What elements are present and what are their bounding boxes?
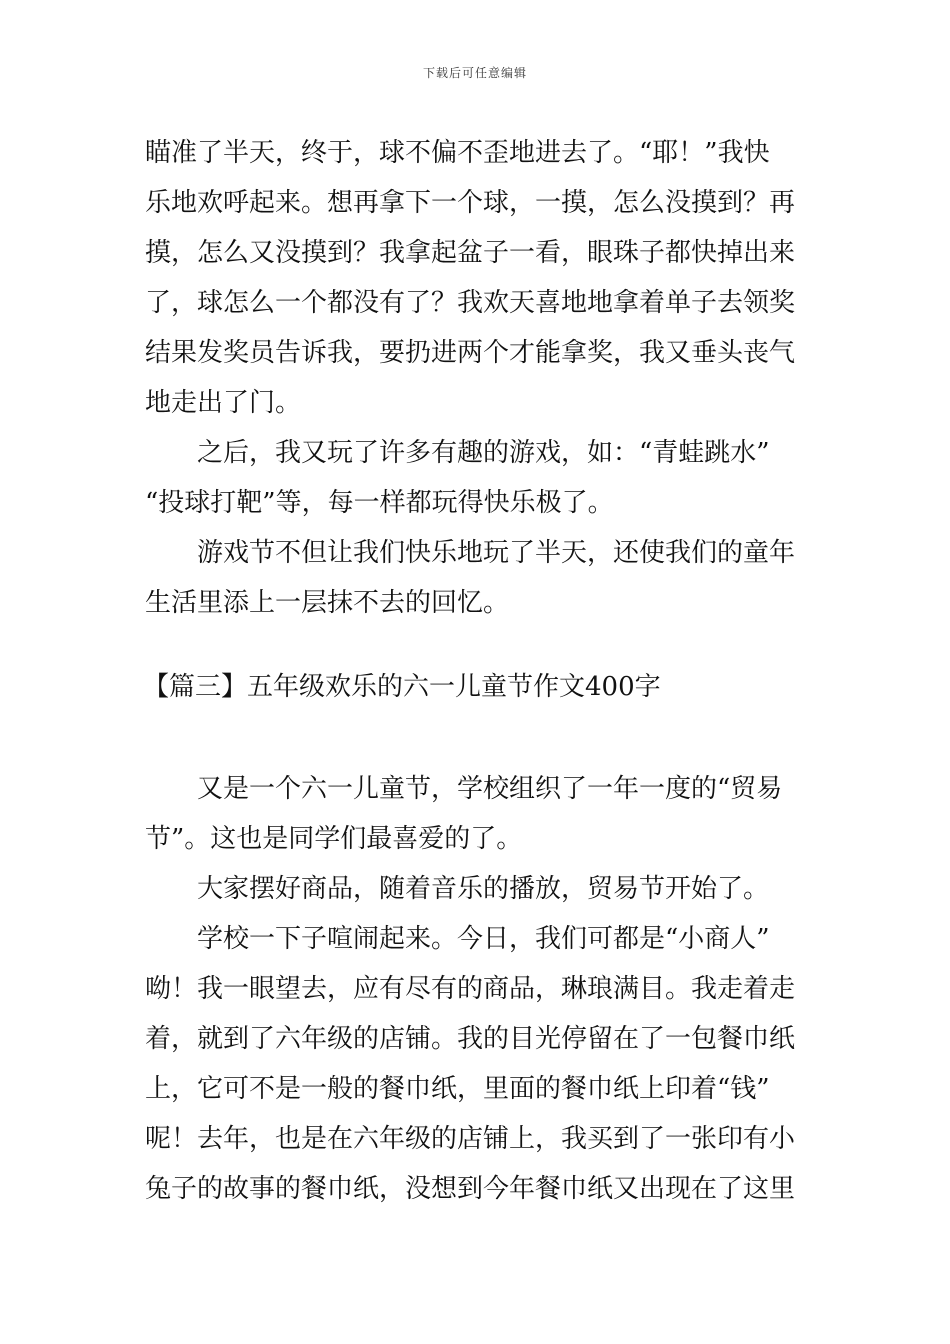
- text-line: “投球打靶”等，每一样都玩得快乐极了。: [145, 488, 614, 518]
- text-line: 地走出了门。: [145, 388, 302, 418]
- text-line: 摸，怎么又没摸到？我拿起盆子一看，眼珠子都快掉出来: [145, 238, 796, 268]
- paragraph: [145, 528, 807, 628]
- text-line: 了，球怎么一个都没有了？我欢天喜地地拿着单子去领奖: [145, 288, 796, 318]
- text-line: 兔子的故事的餐巾纸，没想到今年餐巾纸又出现在了这里: [145, 1174, 796, 1204]
- text-line: 结果发奖员告诉我，要扔进两个才能拿奖，我又垂头丧气: [145, 338, 796, 368]
- page-header-note: 下载后可任意编辑: [422, 66, 527, 80]
- section-title: 【篇三】五年级欢乐的六一儿童节作文400字: [143, 672, 661, 702]
- paragraph: [145, 764, 807, 864]
- text-line: 瞄准了半天，终于，球不偏不歪地进去了。“耶！”我快: [145, 138, 770, 168]
- text-line: 游戏节不但让我们快乐地玩了半天，还使我们的童年: [197, 538, 796, 568]
- spacer: [145, 628, 807, 662]
- text-line: 呦！我一眼望去，应有尽有的商品，琳琅满目。我走着走: [145, 974, 796, 1004]
- text-line: 学校一下子喧闹起来。今日，我们可都是“小商人”: [197, 924, 770, 954]
- text-line: 呢！去年，也是在六年级的店铺上，我买到了一张印有小: [145, 1124, 796, 1154]
- document-body: [145, 128, 807, 1214]
- paragraph: [145, 128, 807, 428]
- text-line: 上，它可不是一般的餐巾纸，里面的餐巾纸上印着“钱”: [145, 1074, 770, 1104]
- text-line: 之后，我又玩了许多有趣的游戏，如：“青蛙跳水”: [197, 438, 770, 468]
- paragraph: [145, 914, 807, 1214]
- text-line: 又是一个六一儿童节，学校组织了一年一度的“贸易: [197, 774, 783, 804]
- text-line: 大家摆好商品，随着音乐的播放，贸易节开始了。: [197, 874, 770, 904]
- paragraph: [145, 864, 807, 914]
- paragraph: [145, 428, 807, 528]
- text-line: 乐地欢呼起来。想再拿下一个球，一摸，怎么没摸到？再: [145, 188, 796, 218]
- text-line: 节”。这也是同学们最喜爱的了。: [145, 824, 523, 854]
- text-line: 生活里添上一层抹不去的回忆。: [145, 588, 510, 618]
- text-line: 着，就到了六年级的店铺。我的目光停留在了一包餐巾纸: [145, 1024, 796, 1054]
- spacer: [145, 712, 807, 764]
